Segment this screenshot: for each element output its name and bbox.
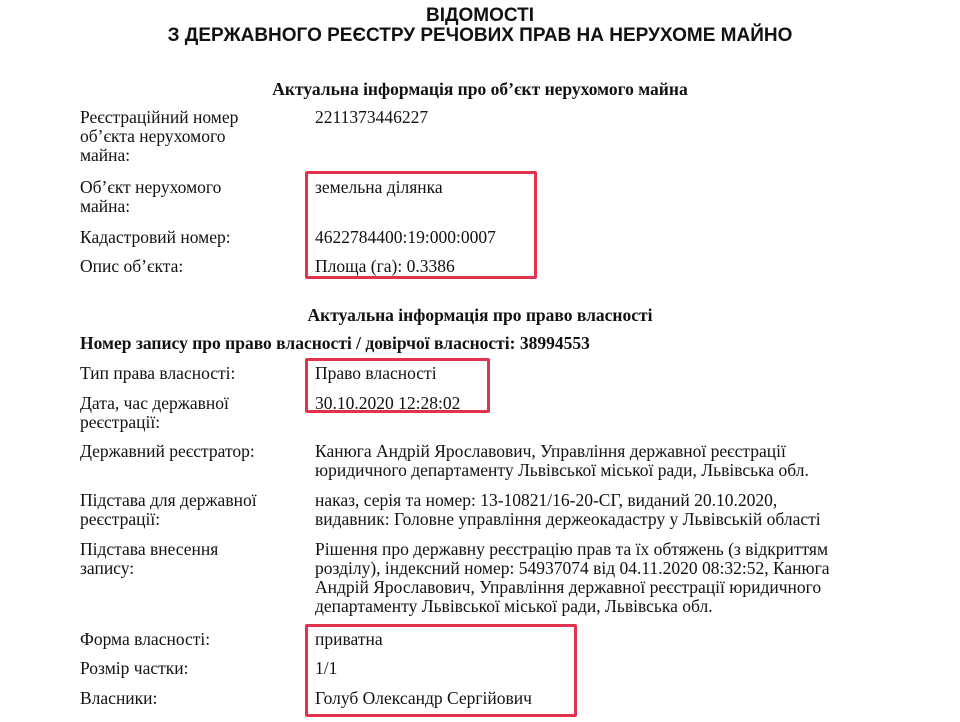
field-label: Опис об’єкта: (80, 256, 184, 276)
field-label: Дата, час державної реєстрації: (80, 393, 229, 432)
document-title-line-1: ВІДОМОСТІ (425, 5, 535, 26)
field-label: Власники: (80, 688, 158, 708)
field-value: 1/1 (315, 658, 338, 678)
record-number-label: Номер запису про право власності / довірчої власності: (80, 333, 516, 353)
field-label: Форма власності: (80, 629, 211, 649)
field-value: Канюга Андрій Ярославович, Управління державної реєстрації юридичного департаменту Львівської міської ради, Львівська обл. (315, 441, 809, 480)
field-value: 30.10.2020 12:28:02 (315, 393, 461, 413)
field-value: приватна (315, 629, 383, 649)
field-label: Державний реєстратор: (80, 441, 255, 461)
field-label: Тип права власності: (80, 363, 236, 383)
field-value: 4622784400:19:000:0007 (315, 227, 496, 247)
object-section-heading: Актуальна інформація про об’єкт нерухомого майна (272, 79, 688, 99)
field-label: Кадастровий номер: (80, 227, 231, 247)
document-title (0, 6, 960, 46)
field-value: Рішення про державну реєстрацію прав та їх обтяжень (з відкриттям розділу), індексний номер: 54937074 від 04.11.2020 08:32:52, Канюга Андрій Ярославович, Управління державної реєстрації юридичного департаменту Львівської міської ради, Львівська обл. (315, 539, 830, 616)
field-value: земельна ділянка (315, 177, 443, 197)
document-title-line-2: З ДЕРЖАВНОГО РЕЄСТРУ РЕЧОВИХ ПРАВ НА НЕРУХОМЕ МАЙНО (167, 25, 793, 46)
field-value: Площа (га): 0.3386 (315, 256, 455, 276)
field-label: Підстава для державної реєстрації: (80, 490, 257, 529)
record-number-line (80, 334, 590, 353)
field-label: Об’єкт нерухомого майна: (80, 177, 222, 216)
field-label: Розмір частки: (80, 658, 189, 678)
field-label: Реєстраційний номер об’єкта нерухомого майна: (80, 107, 239, 165)
record-number-value: 38994553 (519, 333, 590, 353)
field-value: 2211373446227 (315, 107, 429, 127)
field-value: Голуб Олександр Сергійович (315, 688, 532, 708)
field-value: наказ, серія та номер: 13-10821/16-20-СГ, виданий 20.10.2020, видавник: Головне управління держеокадастру у Львівській області (315, 490, 821, 529)
field-value: Право власності (315, 363, 437, 383)
field-label: Підстава внесення запису: (80, 539, 219, 578)
ownership-section-heading: Актуальна інформація про право власності (307, 305, 653, 325)
